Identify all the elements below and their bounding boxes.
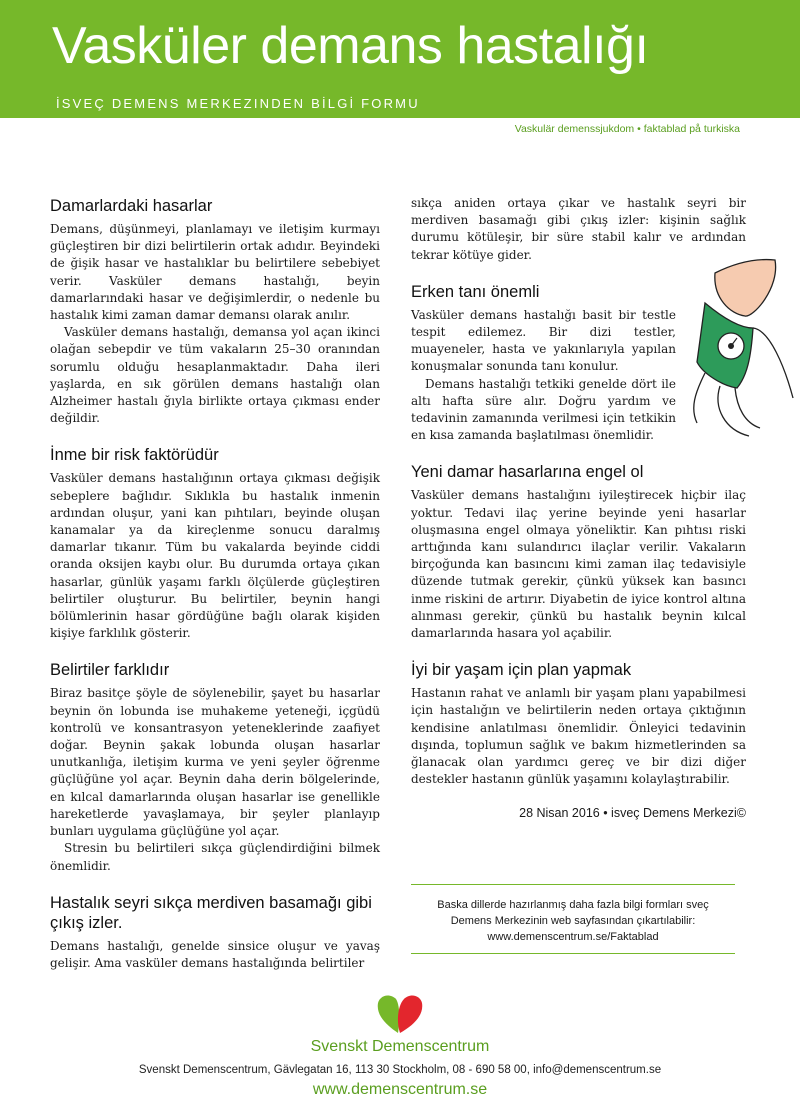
- paragraph: Demans hastalığı tetkiki genelde dört ile altı hafta süre alır. Doğru yardım ve tedavinin zamanında verilmesi için tetkikin en kısa zamanda başlatılması önemlidir.: [411, 376, 676, 443]
- page-title: Vasküler demans hastalığı: [52, 17, 649, 75]
- paragraph: sıkça aniden ortaya çıkar ve hastalık seyri bir merdiven basamağı gibi çıkış izler: kişinin sağlık durumu kötüleşir, bir süre stabil kalır ve ardından tekrar kötüye gider.: [411, 196, 746, 262]
- info-link[interactable]: www.demenscentrum.se/Faktablad: [487, 931, 659, 943]
- header-banner: [0, 0, 800, 118]
- section-heading: Erken tanı önemli: [411, 282, 540, 301]
- section-heading: Yeni damar hasarlarına engel ol: [411, 463, 644, 482]
- section-erken-tani: [411, 282, 676, 445]
- blood-pressure-cuff-illustration: [675, 258, 795, 443]
- paragraph: Demans hastalığı, genelde sinsice oluşur ve yavaş gelişir. Ama vasküler demans hastalığında belirtiler: [50, 938, 380, 970]
- paragraph: Vasküler demans hastalığı basit bir testle tespit edilemez. Bir dizi testler, muayeneler, hasta ve yakınlarıyla yapılan konuşmalar sonunda tanı konulur.: [411, 307, 676, 374]
- left-column: [50, 196, 380, 990]
- paragraph: Vasküler demans hastalığı, demansa yol açan ikinci olağan sebepdir ve tüm vakaların 25–30 oranından sorumlu olduğu hesaplanmaktadır. Daha ileri yaşlarda, en sık görülen demans hastalığı olan Alzheimer hastalı ğıyla birlikte ortaya çıkması ender değildir.: [50, 325, 380, 426]
- section-heading: Belirtiler farklıdır: [50, 661, 170, 680]
- date-line: 28 Nisan 2016 • isveç Demens Merkezi©: [519, 806, 746, 821]
- website-link[interactable]: www.demenscentrum.se: [312, 1081, 488, 1098]
- section-inme-risk: [50, 445, 380, 642]
- section-continuation: [411, 195, 746, 264]
- paragraph: Demans, düşünmeyi, planlamayı ve iletişim kurmayı güçleştiren bir dizi belirtilerin ortak adıdır. Beyindeki de ğişik hasar ve hastalıklar bu belirtilere sebebiyet verir. Vasküler demans hastalığı, beyin damarlarındaki hasar ve değişimlerdir, o nedenle bu hastalık kimi zaman damar demansı olarak anılır.: [50, 222, 380, 323]
- section-heading: İnme bir risk faktörüdür: [50, 446, 219, 465]
- section-heading: İyi bir yaşam için plan yapmak: [411, 661, 632, 680]
- section-hastalik-seyri: [50, 893, 380, 972]
- paragraph: Biraz basitçe şöyle de söylenebilir, şayet bu hasarlar beynin ön lobunda ise muhakeme yeteneği, içgüdü kontrolü ve konsantrasyon yeteneklerinde zaafiyet doğar. Beynin şakak lobunda oluşan hasarlar unutkanlığa, iletişim kurma ve yeni şeyler öğrenme güçlüğüne yol açar. Beynin daha derin bölgelerinde, en kılcal damarlarında oluşan hasarlar ise genellikle hareketlerde yavaşlamaya, bir şeyler planlayıp bunları uygulama güçlüğüne yol açar.: [50, 686, 380, 839]
- section-iyi-yasam: [411, 660, 746, 820]
- address-line: Svenskt Demenscentrum, Gävlegatan 16, 113 30 Stockholm, 08 - 690 58 00, info@demenscentrum.se: [138, 1064, 662, 1076]
- paragraph: Stresin bu belirtileri sıkça güçlendirdiğini bilmek önemlidir.: [50, 841, 380, 873]
- section-heading: Hastalık seyri sıkça merdiven basamağı gibi çıkış izler.: [50, 893, 372, 932]
- info-line: Baska dillerde hazırlanmış daha fazla bilgi formları sveç: [437, 899, 709, 911]
- paragraph: Vasküler demans hastalığının ortaya çıkması değişik sebeplere bağlıdır. Sıklıkla bu hastalık inmenin ardından oluşur, yani kan pıhtıları, beyinde oluşan kanamalar ya da kireçlenme sonucu daralmış damarlar tıkanır. Tüm bu vakalarda beyinde ciddi oranda oksijen kaybı olur. Bu durumda ortaya çıkan hasarlar, günlük yaşamı farklı ölçülerde güçleştiren belirtiler oluşturur. Bu belirtiler, beynin hangi bölümlerinin hasar gördüğüne bağlı olarak kişiden kişiye farklılık gösterir.: [50, 471, 380, 641]
- section-damarlardaki-hasarlar: [50, 196, 380, 427]
- heart-leaf-logo: [374, 993, 426, 1035]
- page-subtitle: İSVEÇ DEMENS MERKEZINDEN BİLGİ FORMU: [56, 96, 420, 111]
- org-name: Svenskt Demenscentrum: [310, 1038, 490, 1055]
- info-line: Demens Merkezinin web sayfasından çıkartılabilir:: [450, 915, 696, 927]
- paragraph: Hastanın rahat ve anlamlı bir yaşam planı yapabilmesi için hastalığın ve belirtilerin neden ortaya çıktığının kendisine anlatılması önemlidir. Önleyici tedavinin dışında, toplumun sağlık ve bakım hizmetlerinden sa ğlanacak olan yardımcı gereç ve bir dizi diğer destekler hastanın günlük yaşamını kolaylaştırabilir.: [411, 686, 746, 787]
- tagline: Vaskulär demenssjukdom • faktablad på turkiska: [514, 123, 740, 135]
- section-yeni-damar: [411, 462, 746, 642]
- info-box: [411, 884, 735, 954]
- section-heading: Damarlardaki hasarlar: [50, 197, 213, 215]
- paragraph: Vasküler demans hastalığını iyileştirecek hiçbir ilaç yoktur. Tedavi ilaç yerine beyinde yeni hasarlar oluşmasına engel olmaya yöneliktir. Kan pıhtısı riski arttığında kanı sulandırıcı ilaçlar verilir. Vakaların birçoğunda kan basıncını kimi zaman ilaç tedavisiyle düzende tutmak gerekir, çünkü yüksek kan basıncı inme riskini de artırır. Diyabetin de iyice kontrol altına alınması gerekir, çünkü bu hastalık beynin kılcal damarlarında hasara yol açabilir.: [411, 488, 746, 641]
- section-belirtiler: [50, 660, 380, 874]
